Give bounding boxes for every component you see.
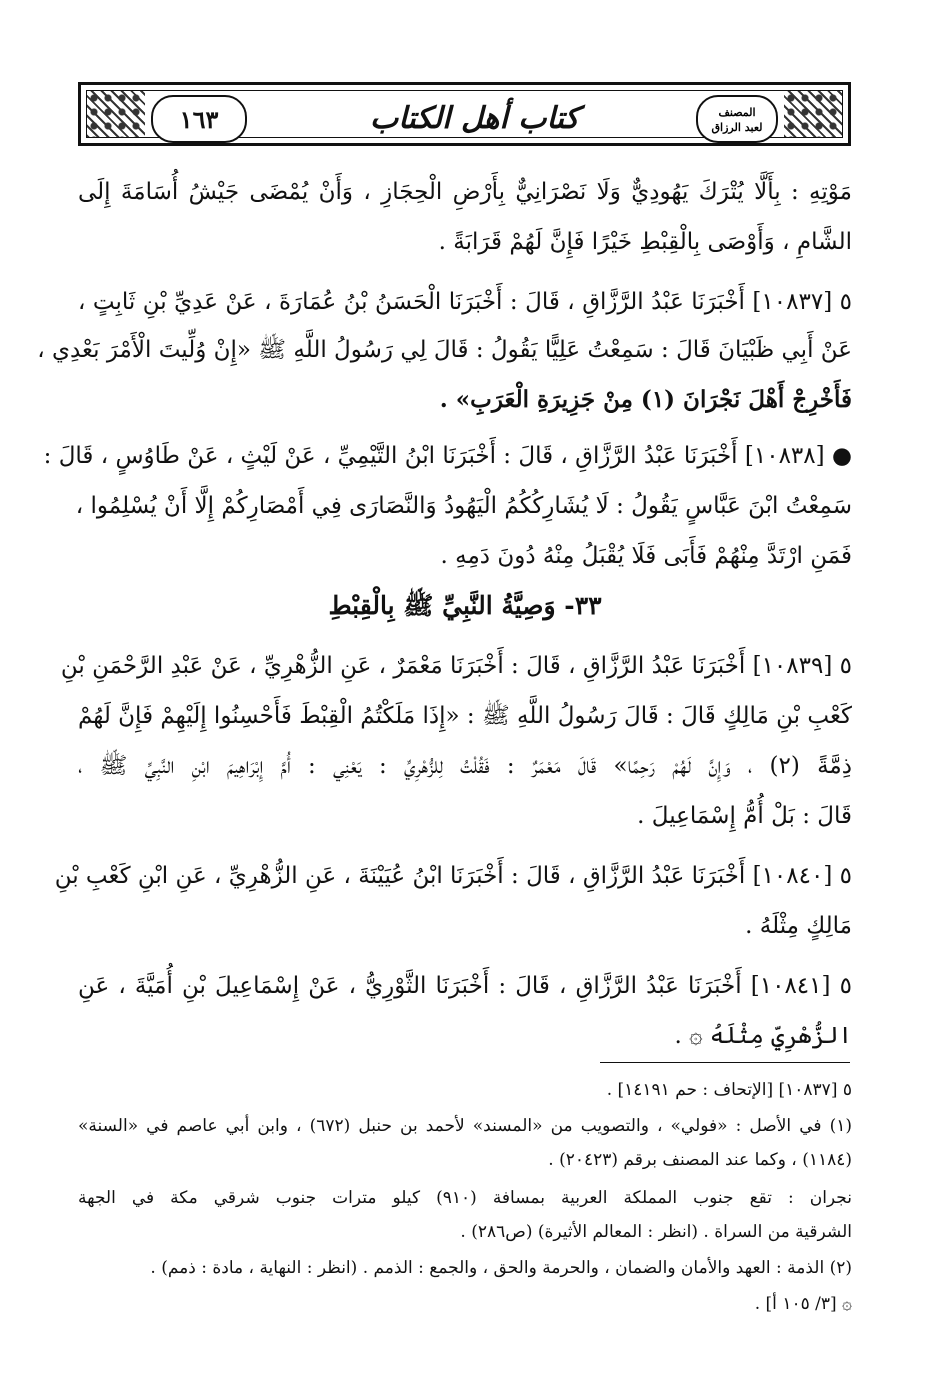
footnote-line: الشرقية من السراة . (انظر : المعالم الأثيرة) (ص٢٨٦) . — [460, 1222, 852, 1242]
text-line: سَمِعْتُ ابْنَ عَبَّاسٍ يَقُولُ : لَا يُشَارِكُكُمُ الْيَهُودُ وَالنَّصَارَى فِي أَمْصَارِكُمْ إِلَّا أَنْ يُسْلِمُوا ، — [75, 493, 852, 519]
hadith-10840-line: ٥ [١٠٨٤٠] أَخْبَرَنَا عَبْدُ الرَّزَّاقِ ، قَالَ : أَخْبَرَنَا ابْنُ عُيَيْنَةَ ، عَنِ الزُّهْرِيِّ ، عَنِ ابْنِ كَعْبِ بْنِ — [54, 863, 852, 889]
text-line: قَالَ : بَلْ أُمُّ إِسْمَاعِيلَ . — [637, 803, 852, 829]
footnote-divider — [600, 1062, 850, 1063]
hadith-10839-line: ٥ [١٠٨٣٩] أَخْبَرَنَا عَبْدُ الرَّزَّاقِ ، قَالَ : أَخْبَرَنَا مَعْمَرٌ ، عَنِ الزُّهْرِيِّ ، عَنْ عَبْدِ الرَّحْمَنِ بْنِ — [60, 653, 852, 679]
footnote-line: (١) في الأصل : «فولي» ، والتصويب من «المسند» لأحمد بن حنبل (٦٧٢) ، وابن أبي عاصم في «السنة» — [78, 1116, 852, 1136]
hadith-10837-line: ٥ [١٠٨٣٧] أَخْبَرَنَا عَبْدُ الرَّزَّاقِ ، قَالَ : أَخْبَرَنَا الْحَسَنُ بْنُ عُمَارَةَ ، عَنْ عَدِيِّ بْنِ ثَابِتٍ ، — [78, 289, 852, 315]
page-header — [78, 82, 851, 146]
svg-text:المصنف: المصنف — [718, 106, 756, 119]
footnote-line: ۞ [٣/ ١٠٥ أ] . — [754, 1294, 852, 1314]
text-line: فَأَخْرِجْ أَهْلَ نَجْرَانَ (١) مِنْ جَزِيرَةِ الْعَرَبِ» . — [439, 386, 852, 413]
footnote-line: نجران : تقع جنوب المملكة العربية بمسافة (٩١٠) كيلو مترات جنوب شرقي مكة في الجهة — [78, 1188, 852, 1208]
page-number: ١٦٣ — [151, 95, 247, 143]
text-line: عَنْ أَبِي ظَبْيَانَ قَالَ : سَمِعْتُ عَلِيًّا يَقُولُ : قَالَ لِي رَسُولُ اللَّهِ ﷺ «إِنْ وُلِّيتَ الْأَمْرَ بَعْدِي ، — [37, 337, 852, 363]
footnote-line: (٢) الذمة : العهد والأمان والضمان ، والحرمة والحق ، والجمع : الذمم . (انظر : النهاية ، مادة : ذمم) . — [150, 1258, 852, 1278]
header-frame — [86, 90, 843, 138]
text-line: ذِمَّةً (٢) ، وَإِنَّ لَهُمْ رَحِمًا» قَالَ مَعْمَرٌ : فَقُلْتُ لِلزُّهْرِيِّ : يَعْنِي : أُمَّ إِبْرَاهِيمَ ابْنِ النَّبِيِّ ﷺ ، — [78, 753, 852, 779]
text-line: فَمَنِ ارْتَدَّ مِنْهُمْ فَأَبَى فَلَا يُقْبَلُ مِنْهُ دُونَ دَمِهِ . — [440, 543, 852, 569]
svg-text:لعبد الرزاق: لعبد الرزاق — [711, 121, 763, 134]
book-logo-icon — [696, 95, 778, 143]
footnote-line: (١١٨٤) ، وكما عند المصنف برقم (٢٠٤٢٣) . — [548, 1150, 852, 1170]
text-line: الزُّهْرِيِّ مِثْلَهُ ۞ . — [674, 1023, 852, 1049]
text-line: كَعْبِ بْنِ مَالِكٍ قَالَ : قَالَ رَسُولُ اللَّهِ ﷺ : «إِذَا مَلَكْتُمُ الْقِبْطَ فَأَحْسِنُوا إِلَيْهِمْ فَإِنَّ لَهُمْ — [77, 703, 852, 729]
book-title: كتاب أهل الكتاب — [370, 100, 579, 136]
footnote-line: ٥ [١٠٨٣٧] [الإتحاف : حم ١٤١٩١] . — [606, 1080, 852, 1100]
hadith-10838-line: ● [١٠٨٣٨] أَخْبَرَنَا عَبْدُ الرَّزَّاقِ ، قَالَ : أَخْبَرَنَا ابْنُ التَّيْمِيِّ ، عَنْ لَيْثٍ ، عَنْ طَاوُسٍ ، قَالَ : — [43, 443, 852, 469]
text-line: الشَّامِ ، وَأَوْصَى بِالْقِبْطِ خَيْرًا فَإِنَّ لَهُمْ قَرَابَةً . — [438, 229, 852, 255]
ornament-right-icon — [784, 91, 842, 137]
ornament-left-icon — [87, 91, 145, 137]
hadith-10841-line: ٥ [١٠٨٤١] أَخْبَرَنَا عَبْدُ الرَّزَّاقِ ، قَالَ : أَخْبَرَنَا الثَّوْرِيُّ ، عَنْ إِسْمَاعِيلَ بْنِ أُمَيَّةَ ، عَنِ — [78, 973, 852, 999]
text-line: مَالِكٍ مِثْلَهُ . — [745, 913, 852, 939]
section-title: ٣٣- وَصِيَّةُ النَّبِيِّ ﷺ بِالْقِبْطِ — [328, 591, 602, 620]
text-line: مَوْتِهِ : بِأَلَّا يُتْرَكَ يَهُودِيٌّ وَلَا نَصْرَانِيٌّ بِأَرْضِ الْحِجَازِ ، وَأَنْ يُمْضَى جَيْشُ أُسَامَةَ إِلَى — [78, 179, 852, 205]
